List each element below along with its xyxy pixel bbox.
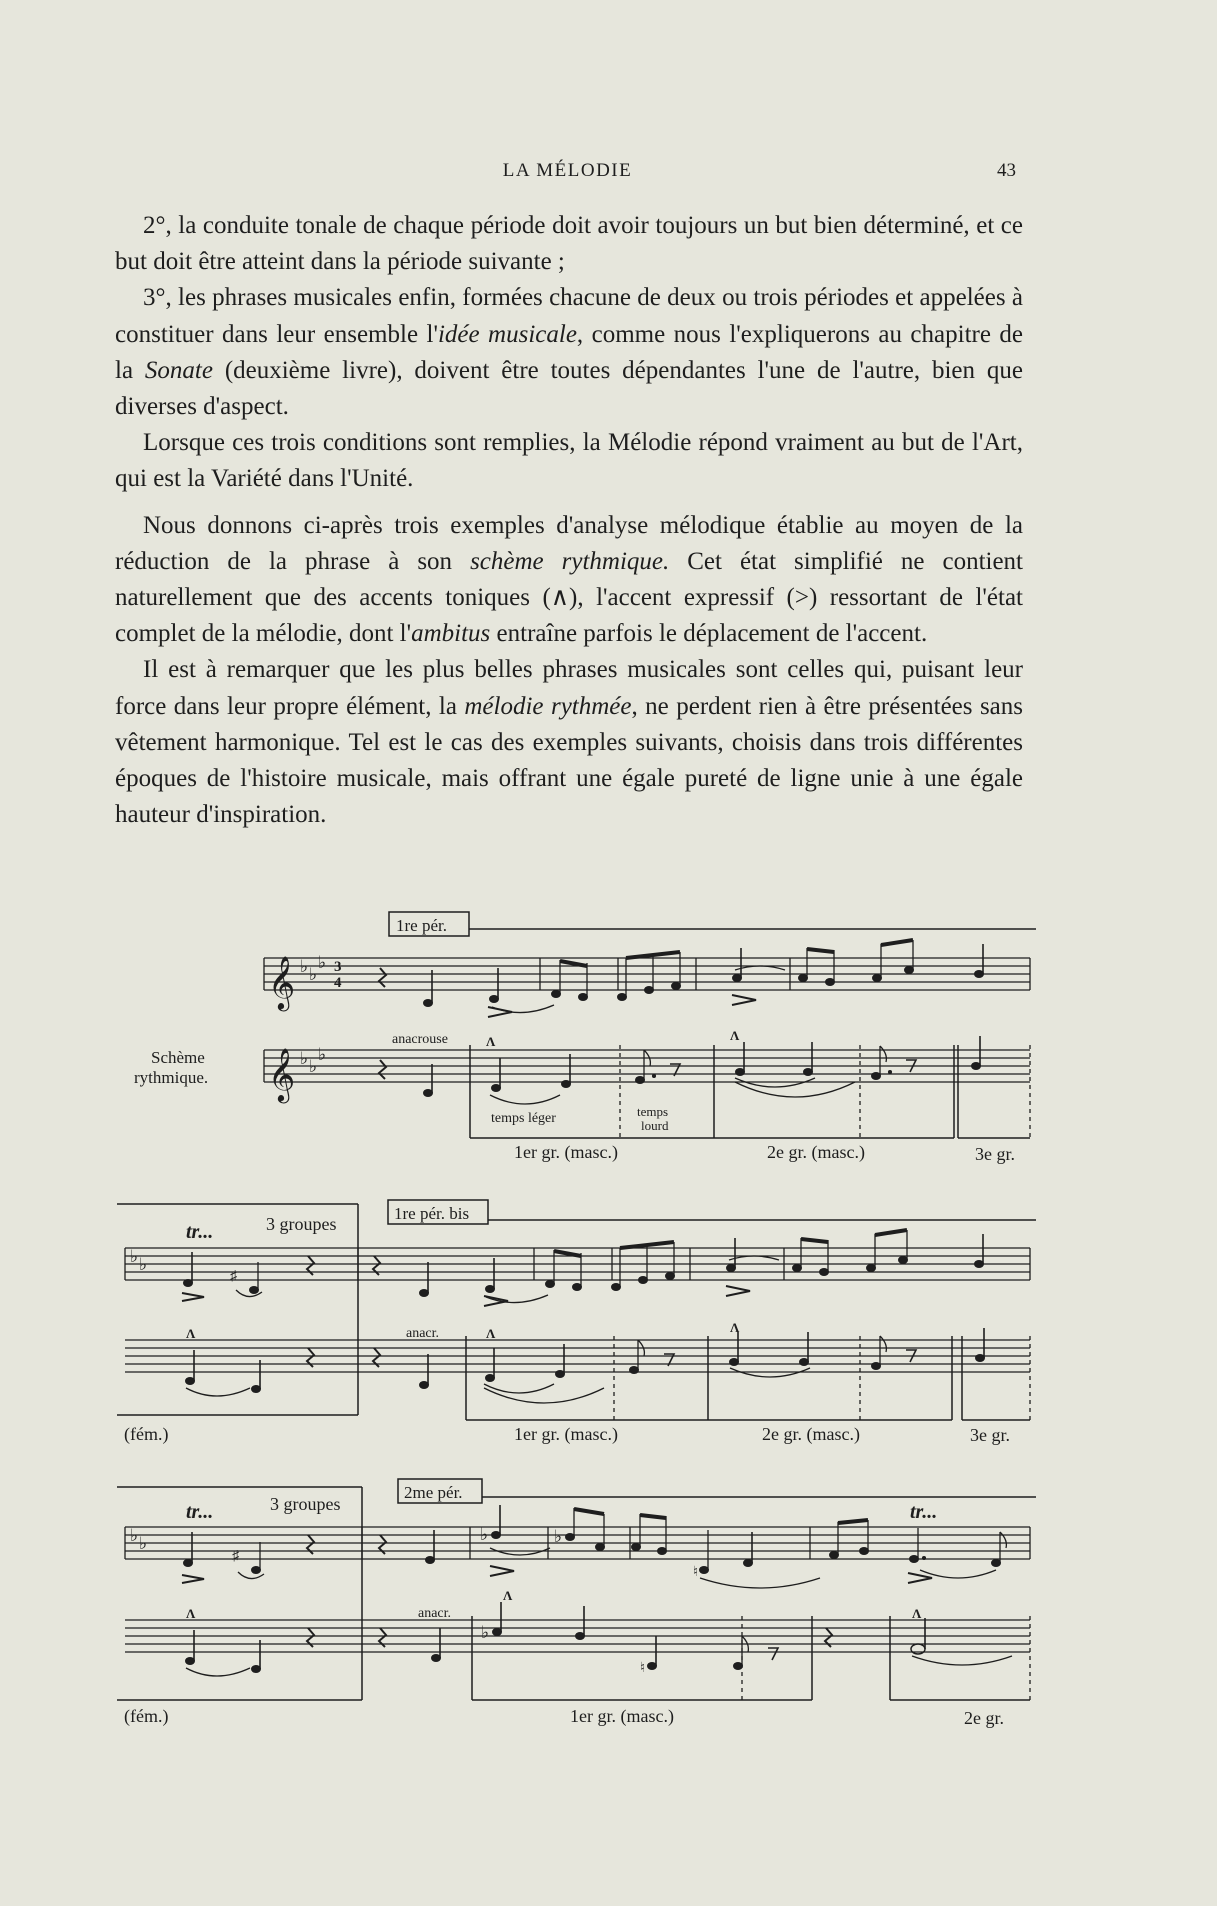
period-label: 1re pér. <box>396 916 447 935</box>
group-label: 2e gr. <box>964 1708 1004 1728</box>
svg-text:♭: ♭ <box>554 1527 563 1546</box>
fem-label: (fém.) <box>124 1424 169 1444</box>
group-label: 2e gr. (masc.) <box>762 1424 860 1444</box>
text-run: 2°, la conduite tonale de chaque période doit avoir toujours un but bien déterminé, et ce but doit être atteint dans la période suivante ; <box>115 212 1023 276</box>
group-label: 1er gr. (masc.) <box>514 1424 618 1444</box>
group-label: 2e gr. (masc.) <box>767 1142 865 1162</box>
example-2 <box>117 1200 1036 1445</box>
period-label: 2me pér. <box>404 1483 463 1502</box>
group-label: 3e gr. <box>970 1425 1010 1445</box>
svg-text:Λ: Λ <box>730 1320 740 1335</box>
svg-text:Λ: Λ <box>503 1588 513 1603</box>
scheme-label-line1: Schème <box>151 1048 205 1067</box>
italic-run: Sonate <box>144 356 213 384</box>
text-run: , ne perdent rien à être présentées sans vêtement harmonique. Tel est le cas des exemples suivants, choisis dans trois différentes époques de l'histoire musicale, mais offrant une égale pureté de ligne unie à une égale hauteur d'inspiration. <box>115 692 1024 829</box>
melody-staff-3 <box>125 1505 1030 1588</box>
temps-lourd-label-2: lourd <box>641 1118 669 1133</box>
trill-label: tr... <box>910 1501 938 1523</box>
italic-run: schème rythmique. <box>470 547 670 575</box>
group-label: 1er gr. (masc.) <box>514 1142 618 1162</box>
italic-run: ambitus <box>411 620 491 648</box>
text-run: Lorsque ces trois conditions sont remplies, la Mélodie répond vraiment au but de l'Art, qui est la Variété dans l'Unité. <box>115 429 1023 493</box>
text-run: , comme nous l'expliquerons au chapitre de la <box>115 320 1023 384</box>
italic-run: mélodie rythmée <box>464 692 632 720</box>
svg-text:Λ: Λ <box>912 1606 922 1621</box>
group-label: 3e gr. <box>975 1144 1015 1164</box>
running-title: LA MÉLODIE <box>502 160 633 181</box>
svg-text:♭: ♭ <box>130 1247 139 1266</box>
svg-text:♮: ♮ <box>693 1565 699 1580</box>
svg-text:4: 4 <box>334 975 342 991</box>
text-run: entraîne parfois le déplacement de l'accent. <box>490 620 928 648</box>
text-run: Cet état simplifié ne contient naturellement que des accents toniques (∧), l'accent expressif (>) ressortant de l'état complet de la mélodie, dont l' <box>115 547 1023 648</box>
example-1 <box>134 912 1036 1164</box>
svg-text:♭: ♭ <box>300 957 309 976</box>
svg-text:𝄞: 𝄞 <box>268 957 296 1008</box>
svg-text:♭: ♭ <box>480 1525 489 1544</box>
svg-text:Λ: Λ <box>486 1034 496 1049</box>
temps-leger-label: temps léger <box>491 1111 556 1126</box>
svg-text:3: 3 <box>334 959 342 975</box>
text-run: Nous donnons ci-après trois exemples d'analyse mélodique établie au moyen de la réduction de la phrase à son <box>115 511 1023 575</box>
svg-text:Λ: Λ <box>730 1028 740 1043</box>
trill-label: tr... <box>186 1221 214 1243</box>
svg-text:♯: ♯ <box>230 1269 237 1284</box>
scheme-staff-3 <box>124 1588 1030 1728</box>
svg-text:♯: ♯ <box>232 1549 239 1564</box>
text-run: 3°, les phrases musicales enfin, formées chacune de deux ou trois périodes et appelées à constituer dans leur ensemble l' <box>115 284 1023 348</box>
anacrusis-label: anacr. <box>418 1606 452 1621</box>
scheme-staff-1 <box>134 1028 1030 1164</box>
svg-text:♭: ♭ <box>309 1057 318 1076</box>
anacrusis-label: anacrouse <box>392 1032 448 1047</box>
svg-text:♭: ♭ <box>139 1534 148 1553</box>
italic-run: idée musicale <box>437 320 577 348</box>
scheme-staff-2 <box>124 1320 1030 1445</box>
text-run: (deuxième livre), doivent être toutes dépendantes l'une de l'autre, bien que diverses d'aspect. <box>115 356 1023 421</box>
svg-text:♭: ♭ <box>130 1526 139 1545</box>
svg-text:Λ: Λ <box>186 1606 196 1621</box>
svg-text:♭: ♭ <box>139 1255 148 1274</box>
svg-text:♭: ♭ <box>318 1045 327 1064</box>
text-run: Il est à remarquer que les plus belles phrases musicales sont celles qui, puisant leur force dans leur propre élément, la <box>115 656 1023 720</box>
svg-text:Λ: Λ <box>186 1326 196 1341</box>
svg-text:♭: ♭ <box>481 1623 490 1642</box>
svg-text:♭: ♭ <box>309 965 318 984</box>
temps-lourd-label-1: temps <box>637 1104 669 1119</box>
group-label: 1er gr. (masc.) <box>570 1706 674 1726</box>
svg-text:♮: ♮ <box>640 1661 646 1676</box>
fem-label: (fém.) <box>124 1706 169 1726</box>
svg-text:♭: ♭ <box>300 1049 309 1068</box>
svg-text:Λ: Λ <box>486 1326 496 1341</box>
svg-text:𝄞: 𝄞 <box>268 1049 296 1100</box>
example-3 <box>117 1479 1036 1728</box>
scheme-label-line2: rythmique. <box>134 1068 209 1087</box>
page-number: 43 <box>997 160 1016 181</box>
three-groups-label: 3 groupes <box>266 1214 337 1234</box>
three-groups-label: 3 groupes <box>270 1494 341 1514</box>
anacrusis-label: anacr. <box>406 1326 440 1341</box>
melody-staff-1 <box>264 940 1030 1017</box>
trill-label: tr... <box>186 1501 214 1523</box>
svg-text:♭: ♭ <box>318 953 327 972</box>
melody-staff-2 <box>125 1230 1030 1306</box>
period-label: 1re pér. bis <box>394 1204 470 1223</box>
